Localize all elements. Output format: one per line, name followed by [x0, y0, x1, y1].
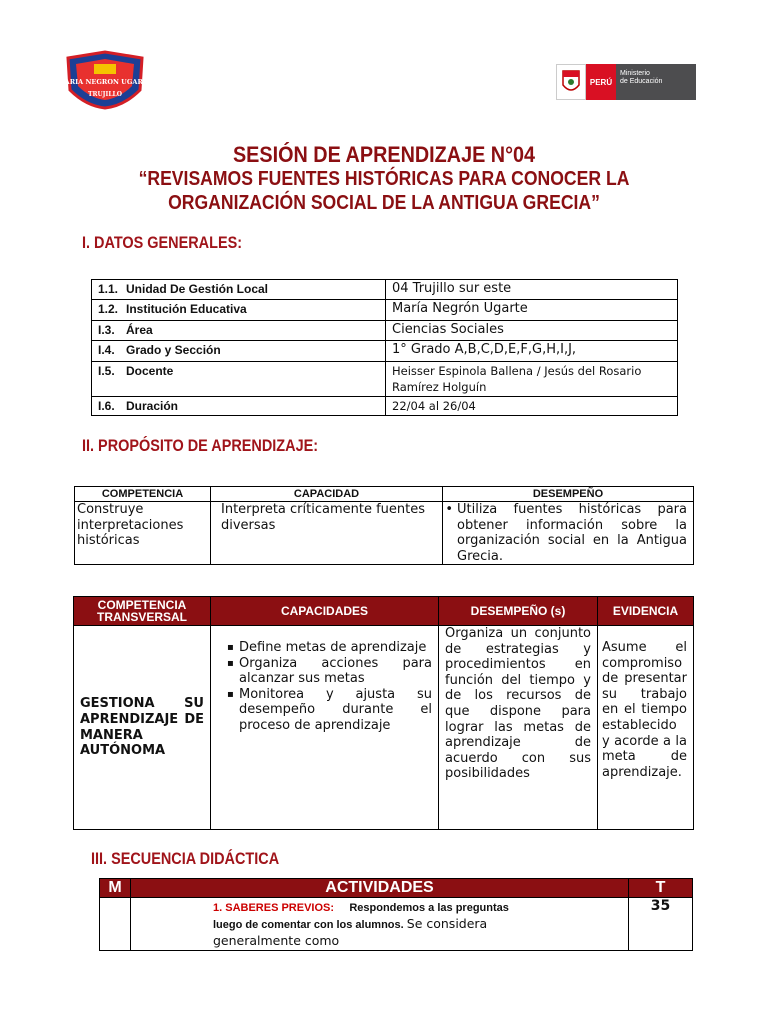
transversal-competencia: GESTIONA SU APRENDIZAJE DE MANERA AUTÓNOMA	[74, 626, 211, 830]
proposito-table	[74, 486, 694, 565]
transversal-capacidades	[211, 626, 439, 830]
datos-generales-table	[91, 279, 678, 416]
section-datos-generales: I. DATOS GENERALES:	[82, 233, 243, 252]
datos-label: 1.2. Institución Educativa	[92, 300, 386, 321]
school-logo-name: MARIA NEGRON UGARTE	[57, 78, 153, 86]
secuencia-tiempo: 35	[629, 898, 693, 951]
session-subtitle-line2: ORGANIZACIÓN SOCIAL DE LA ANTIGUA GRECIA”	[168, 192, 600, 214]
school-logo-city: TRUJILLO	[88, 91, 122, 98]
datos-value: Ciencias Sociales	[386, 321, 678, 341]
col-momento: M	[100, 879, 131, 898]
transversal-evidencia: Asume el compromiso de presentar su trabajo en el tiempo establecido y acorde a la meta de aprendizaje.	[598, 626, 694, 830]
proposito-competencia: Construye interpretaciones históricas	[75, 502, 211, 565]
section-secuencia: III. SECUENCIA DIDÁCTICA	[91, 849, 280, 868]
peru-shield-icon	[556, 64, 586, 100]
proposito-capacidad: Interpreta críticamente fuentes diversas	[211, 502, 443, 565]
datos-value: María Negrón Ugarte	[386, 300, 678, 321]
secuencia-actividad: 1. SABERES PREVIOS: Respondemos a las preguntas luego de comentar con los alumnos. Se considera generalmente como	[131, 898, 629, 951]
col-evidencia: EVIDENCIA	[598, 597, 694, 626]
col-desempenos: DESEMPEÑO (s)	[439, 597, 598, 626]
datos-value: 22/04 al 26/04	[386, 397, 678, 416]
col-capacidad: CAPACIDAD	[211, 487, 443, 502]
competencia-transversal-table	[73, 596, 694, 830]
datos-label: I.4. Grado y Sección	[92, 341, 386, 362]
datos-value: 04 Trujillo sur este	[386, 280, 678, 300]
col-tiempo: T	[629, 879, 693, 898]
session-subtitle-line1: “REVISAMOS FUENTES HISTÓRICAS PARA CONOCER LA	[138, 168, 630, 190]
ministry-country: PERÚ	[586, 64, 616, 100]
col-desempeno: DESEMPEÑO	[443, 487, 694, 502]
proposito-desempeno: • Utiliza fuentes históricas para obtener información sobre la organización social en la Antigua Grecia.	[443, 502, 694, 565]
col-competencia: COMPETENCIA	[75, 487, 211, 502]
datos-label: I.3. Área	[92, 321, 386, 341]
session-title: SESIÓN DE APRENDIZAJE N°04	[232, 142, 536, 167]
secuencia-table	[99, 878, 693, 951]
section-proposito: II. PROPÓSITO DE APRENDIZAJE:	[82, 436, 319, 455]
ministry-logo	[556, 64, 696, 100]
school-logo	[57, 50, 153, 110]
col-actividades: ACTIVIDADES	[131, 879, 629, 898]
secuencia-momento	[100, 898, 131, 951]
list-item: ▪ Define metas de aprendizaje	[227, 640, 427, 655]
col-capacidades: CAPACIDADES	[211, 597, 439, 626]
datos-value: Heisser Espinola Ballena / Jesús del Rosario Ramírez Holguín	[386, 362, 678, 397]
datos-label: 1.1. Unidad De Gestión Local	[92, 280, 386, 300]
datos-value: 1° Grado A,B,C,D,E,F,G,H,I,J,	[386, 341, 678, 362]
transversal-desempeno: Organiza un conjunto de estrategias y procedimientos en función del tiempo y de los recursos de que dispone para lograr las metas de aprendizaje de acuerdo con sus posibilidades	[439, 626, 598, 830]
ministry-name: Ministerio de Educación	[616, 64, 696, 100]
col-competencia-transversal: COMPETENCIA TRANSVERSAL	[74, 597, 211, 626]
datos-label: I.5. Docente	[92, 362, 386, 397]
list-item: ▪ Monitorea y ajusta su desempeño durante el proceso de aprendizaje	[227, 686, 432, 733]
datos-label: I.6. Duración	[92, 397, 386, 416]
list-item: ▪ Organiza acciones para alcanzar sus metas	[227, 655, 432, 687]
